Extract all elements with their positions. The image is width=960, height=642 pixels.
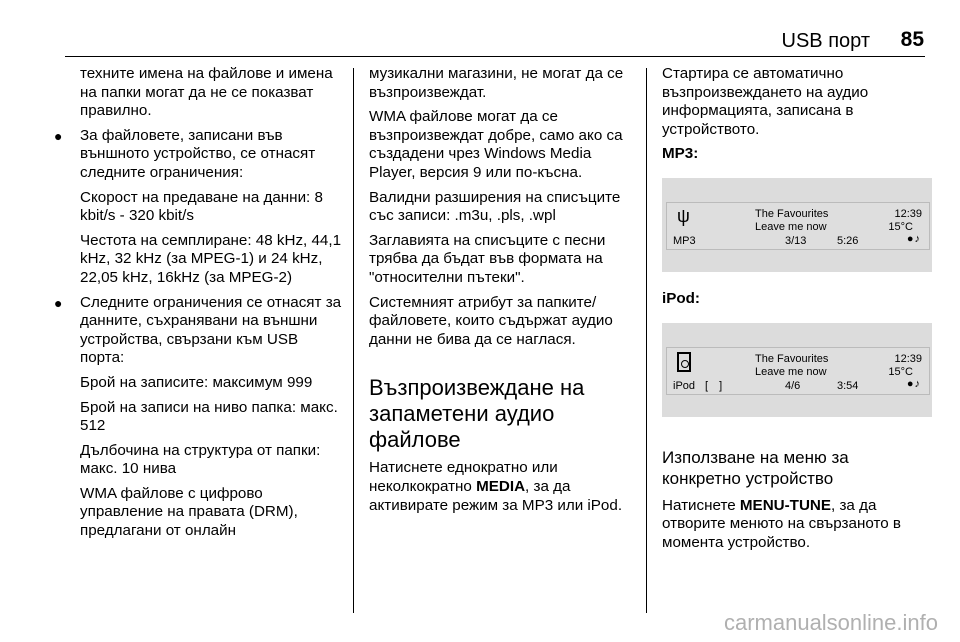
section-heading: Възпроизвеждане на запаметени аудио файлове <box>369 375 585 453</box>
ipod-display-figure <box>662 323 932 417</box>
status-icons: ●♪ <box>906 377 921 390</box>
column-2 <box>369 65 637 521</box>
display-screen <box>666 347 930 395</box>
col2-paragraph: Валидни разширения на списъците със записи: .m3u, .pls, .wpl <box>369 188 621 225</box>
column-divider-1 <box>353 68 354 613</box>
column-divider-2 <box>646 68 647 613</box>
clock: 12:39 <box>894 207 922 220</box>
ipod-label: iPod: <box>662 289 700 307</box>
track-number: 3/13 <box>785 234 807 247</box>
col3-paragraph <box>662 497 932 553</box>
status-icons: ●♪ <box>906 232 921 245</box>
bullet-sub: Скорост на предаване на данни: 8 kbit/s - 320 kbit/s <box>80 188 323 225</box>
page-number: 85 <box>900 28 924 51</box>
track-number: 4/6 <box>785 379 801 392</box>
col2-paragraph <box>369 459 637 515</box>
album-title: The Favourites <box>755 352 829 365</box>
bullet-item <box>54 126 342 288</box>
media-button-label: MEDIA <box>476 477 526 495</box>
bullet-dot: ● <box>54 127 63 144</box>
col2-paragraph: Заглавията на списъците с песни трябва да бъдат във формата на "относителни пътеки". <box>369 231 606 286</box>
menu-tune-label: MENU-TUNE <box>739 496 832 514</box>
temperature: 15°C <box>888 220 913 233</box>
text-run: Натиснете еднократно или неколкократно <box>369 459 558 495</box>
bullet-sub: Честота на семплиране: 48 kHz, 44,1 kHz, 32 kHz (за MPEG-1) и 24 kHz, 22,05 kHz, 16kHz (за MPEG-2) <box>80 231 342 286</box>
track-title: Leave me now <box>755 220 827 233</box>
bullet-item <box>54 293 342 541</box>
usb-icon: ψ <box>677 205 690 226</box>
header-rule <box>65 56 925 57</box>
track-duration: 3:54 <box>837 379 859 392</box>
text-run: , за да отворите менюто на свързаното в момента устройство. <box>662 496 901 551</box>
col2-paragraph: музикални магазини, не могат да се възпроизвеждат. <box>369 65 624 101</box>
header-title: USB порт <box>781 30 870 52</box>
source-label: iPod <box>673 379 696 392</box>
bullet-dot: ● <box>54 294 63 311</box>
track-duration: 5:26 <box>837 234 859 247</box>
brackets: [ ] <box>705 379 727 392</box>
watermark: carmanualsonline.info <box>723 610 938 635</box>
display-screen <box>666 202 930 250</box>
temperature: 15°C <box>888 365 913 378</box>
bullet-text: Следните ограничения се отнасят за данните, съхранявани на външни устройства, свързани към USB порта: <box>80 293 342 367</box>
column-3 <box>662 65 932 558</box>
bullet-sub: Брой на записите: максимум 999 <box>80 373 313 391</box>
column-1 <box>54 65 342 547</box>
clock: 12:39 <box>894 352 922 365</box>
text-run: , за да активирате режим за MP3 или iPod. <box>369 477 623 514</box>
col2-paragraph: WMA файлове могат да се възпроизвеждат добре, само ако са създадени чрез Windows Media Player, версия 9 или по-късна. <box>369 108 623 181</box>
bullet-sub: Брой на записи на ниво папка: макс. 512 <box>80 398 338 435</box>
col2-paragraph: Системният атрибут за папките/файловете, които съдържат аудио данни не бива да се наглася. <box>369 293 613 348</box>
mp3-label: MP3: <box>662 145 699 163</box>
col1-paragraph: техните имена на файлове и имена на папки могат да не се показват правилно. <box>80 65 333 120</box>
section-heading: Използване на меню за конкретно устройство <box>662 447 849 488</box>
bullet-sub: Дълбочина на структура от папки: макс. 10 нива <box>80 441 321 478</box>
ipod-icon <box>677 352 691 372</box>
mp3-display-figure <box>662 178 932 272</box>
source-label: MP3 <box>673 234 696 247</box>
track-title: Leave me now <box>755 365 827 378</box>
col3-paragraph: Стартира се автоматично възпроизвеждането на аудио информацията, записана в устройството. <box>662 65 869 138</box>
album-title: The Favourites <box>755 207 829 220</box>
bullet-text: За файловете, записани във външното устройство, се отнасят следните ограничения: <box>80 126 316 181</box>
text-run: Натиснете <box>662 496 740 514</box>
bullet-sub: WMA файлове с цифрово управление на правата (DRM), предлагани от онлайн <box>80 484 298 540</box>
